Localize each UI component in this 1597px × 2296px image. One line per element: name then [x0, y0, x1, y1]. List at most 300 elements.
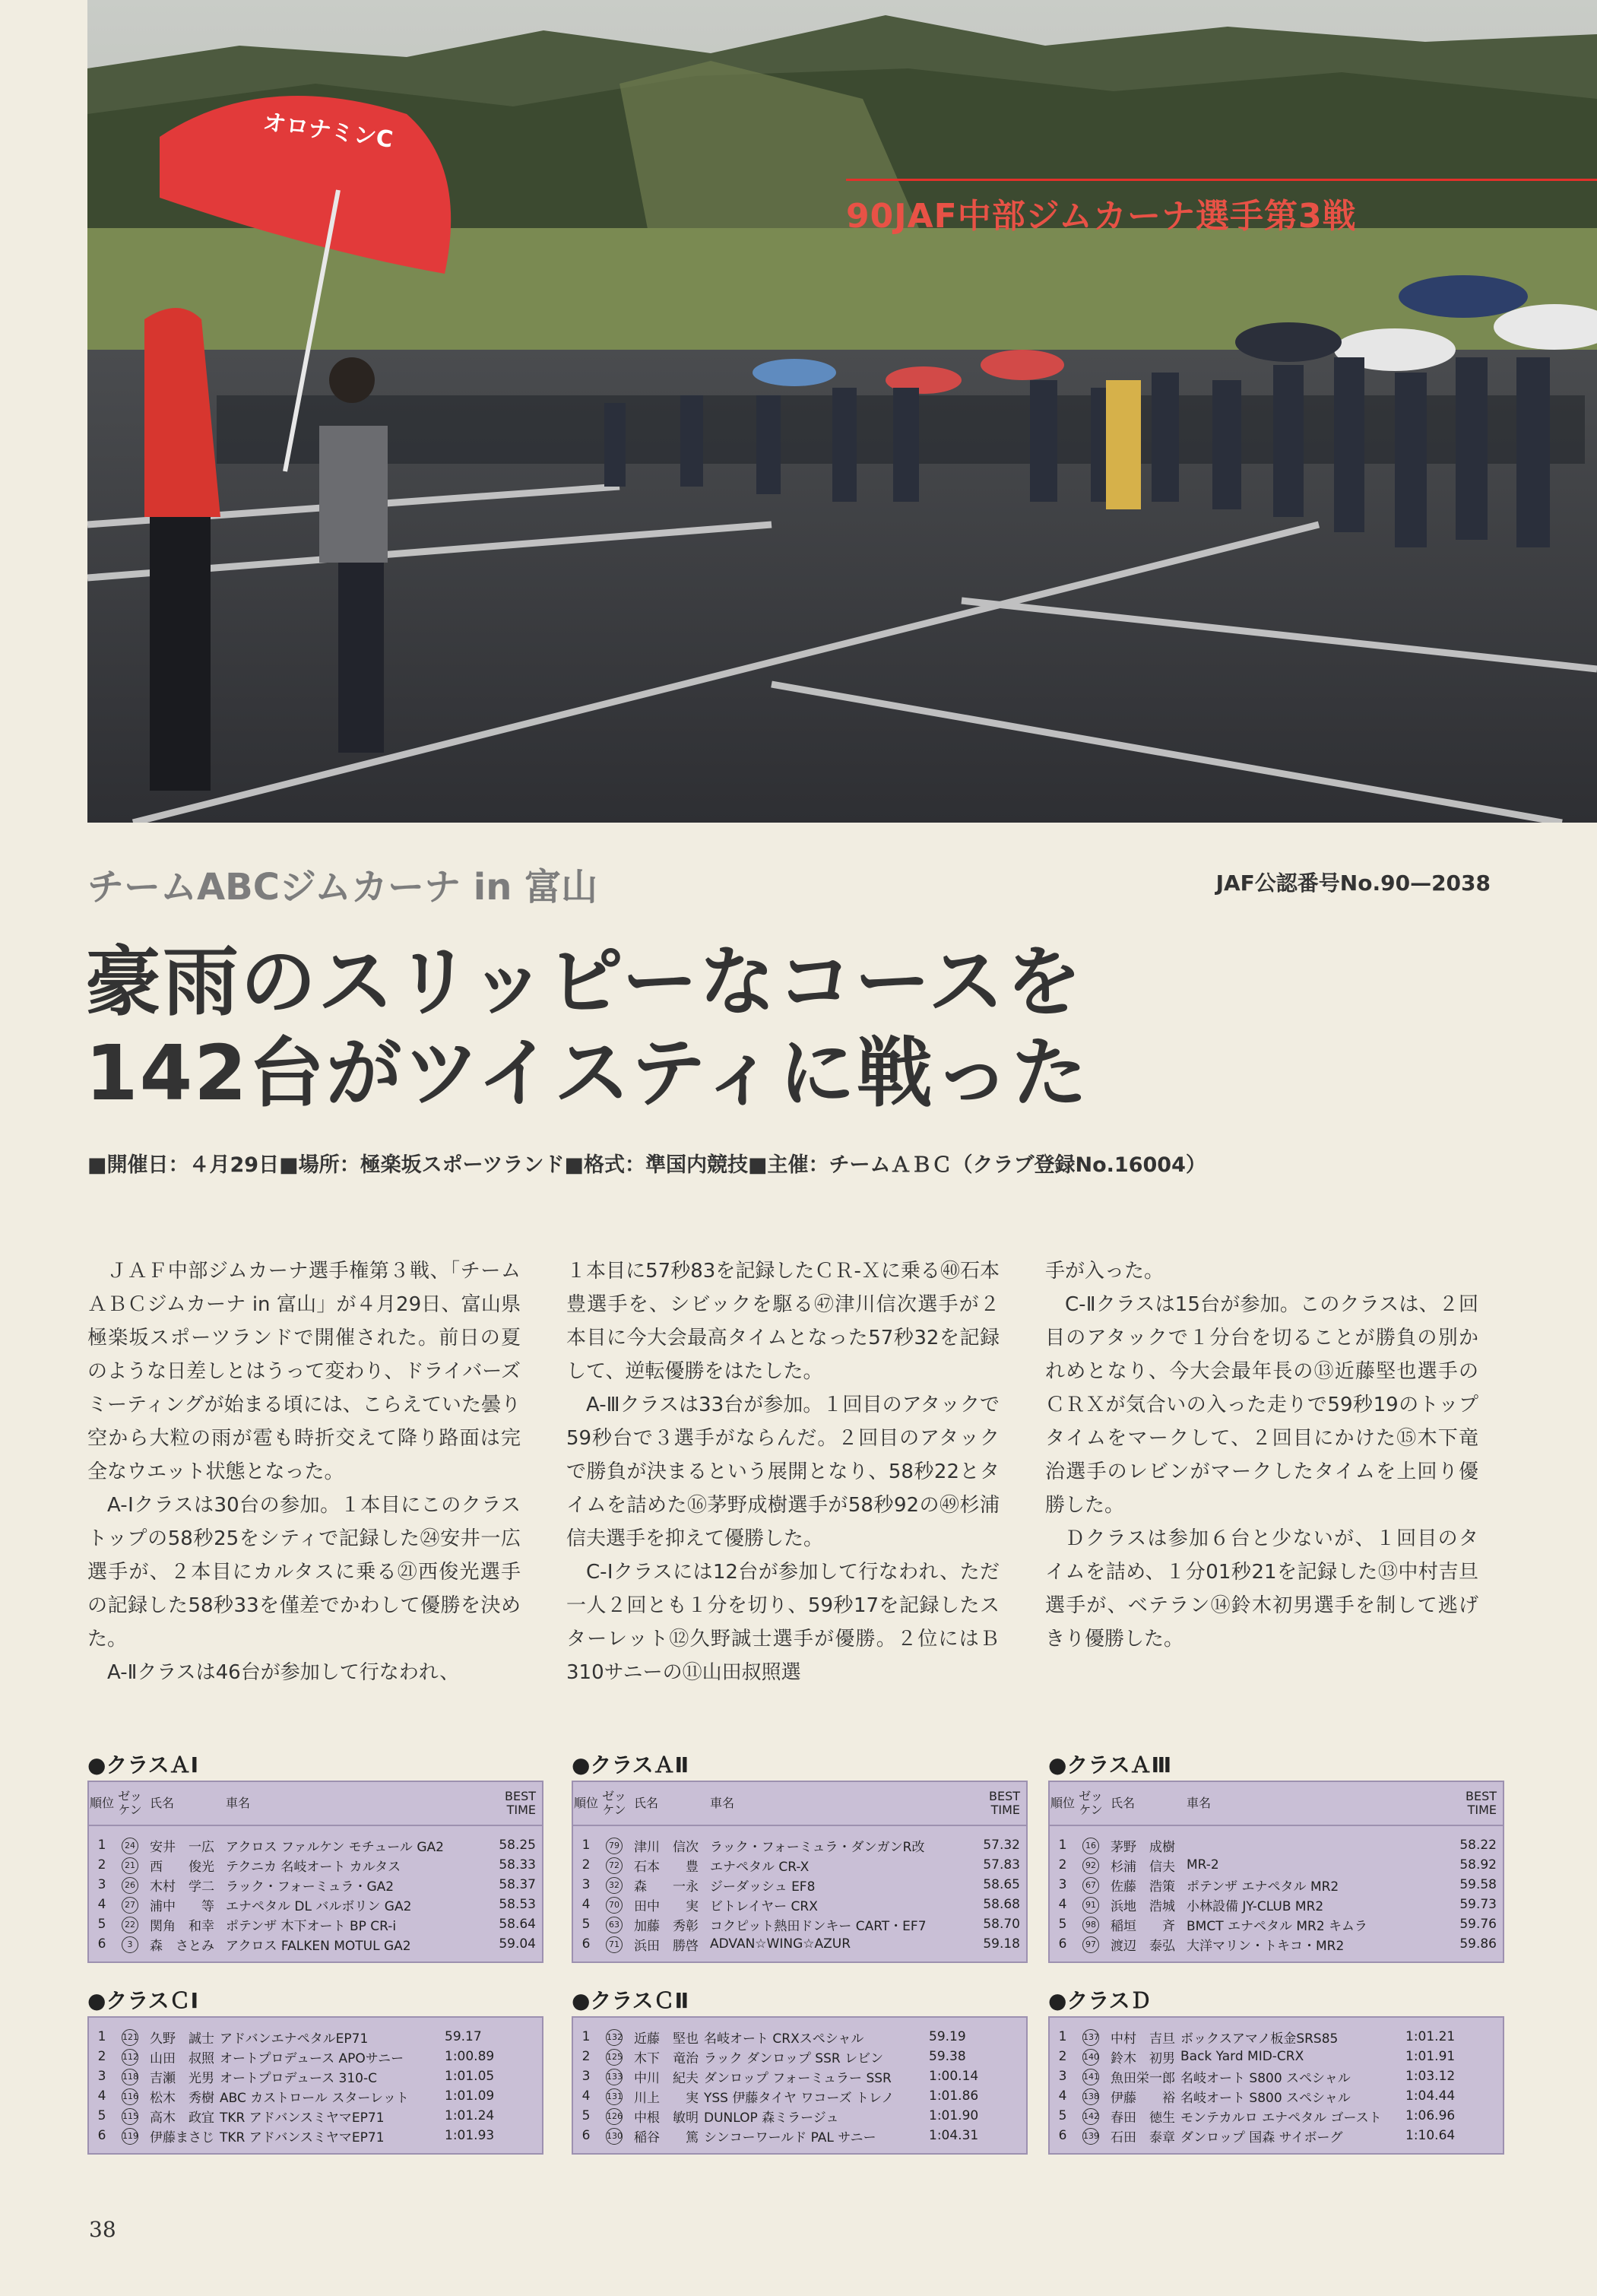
results-table-title: ●クラスＡⅠ — [87, 1752, 199, 1777]
car-name-cell: Back Yard MID-CRX — [1180, 2049, 1304, 2064]
driver-name-cell: 石本 豊 — [634, 1859, 699, 1875]
table-row — [573, 2027, 1026, 2047]
zekken-badge: 112 — [122, 2049, 138, 2066]
zekken-badge: 121 — [122, 2029, 138, 2046]
driver-name-cell: 吉瀬 光男 — [150, 2070, 214, 2086]
best-time-cell: 1:03.12 — [1405, 2069, 1456, 2084]
driver-name-cell: 田中 実 — [634, 1898, 699, 1914]
rank-cell: 5 — [581, 1917, 591, 1932]
zekken-badge: 91 — [1082, 1897, 1099, 1914]
zekken-badge: 3 — [122, 1936, 138, 1953]
rank-cell: 6 — [97, 1936, 106, 1952]
best-time-cell: 59.17 — [445, 2029, 482, 2044]
car-name-cell: ラック ダンロップ SSR レビン — [704, 2050, 884, 2066]
zekken-badge: 138 — [1082, 2088, 1099, 2105]
car-name-cell: DUNLOP 森ミラージュ — [704, 2110, 839, 2126]
rank-cell: 2 — [581, 1857, 591, 1873]
car-name-cell: ボックスアマノ板金SRS85 — [1180, 2031, 1339, 2047]
paragraph: A-Ⅱクラスは46台が参加して行なわれ、 — [107, 1661, 460, 1684]
zekken-badge: 26 — [122, 1877, 138, 1894]
rank-cell: 6 — [97, 2128, 106, 2143]
zekken-cell — [1076, 2048, 1106, 2066]
best-time-cell: 1:00.14 — [929, 2069, 979, 2084]
car-name-cell: TKR アドバンスミヤマEP71 — [220, 2130, 385, 2145]
zekken-cell — [1076, 1837, 1106, 1854]
results-table — [1048, 1781, 1504, 1963]
driver-name-cell: 浦中 等 — [150, 1898, 214, 1914]
column-header-rank: 順位 — [1050, 1796, 1075, 1810]
zekken-cell — [599, 2048, 629, 2066]
column-header-name: 氏名 — [150, 1796, 175, 1810]
best-time-cell: 59.76 — [1459, 1917, 1497, 1932]
car-name-cell: MR-2 — [1187, 1857, 1219, 1873]
rank-cell: 4 — [581, 1897, 591, 1912]
zekken-badge: 140 — [1082, 2049, 1099, 2066]
best-time-cell: 58.22 — [1459, 1838, 1497, 1853]
zekken-cell — [115, 1857, 145, 1874]
paragraph: C-Ⅰクラスには12台が参加して行なわれ、ただ一人２回とも１分を切り、59秒17を記録したスターレット⑫久野誠士選手が優勝。２位にはＢ310サニーの⑪山田叔照選 — [566, 1561, 1000, 1684]
zekken-cell — [1076, 1896, 1106, 1914]
table-row — [89, 1914, 542, 1934]
zekken-badge: 125 — [606, 2049, 623, 2066]
permit-number: JAF公認番号No.90—2038 — [1215, 871, 1491, 896]
best-time-cell: 58.64 — [499, 1917, 536, 1932]
car-name-cell: 小林設備 JY-CLUB MR2 — [1187, 1898, 1324, 1914]
results-table — [87, 2016, 543, 2155]
zekken-cell — [599, 2028, 629, 2046]
zekken-badge: 32 — [606, 1877, 623, 1894]
results-table-title: ●クラスＡⅢ — [1048, 1752, 1172, 1777]
column-header-car: 車名 — [710, 1797, 735, 1810]
car-name-cell: アクロス ファルケン モチュール GA2 — [226, 1839, 444, 1855]
rank-cell: 4 — [1058, 2088, 1067, 2104]
column-header-rank: 順位 — [89, 1796, 114, 1810]
table-row — [1050, 2106, 1503, 2126]
table-header-row — [1050, 1782, 1503, 1826]
car-name-cell: ダンロップ 国森 サイボーグ — [1180, 2130, 1343, 2145]
best-time-cell: 1:00.89 — [445, 2049, 495, 2064]
table-row — [89, 2066, 542, 2086]
zekken-badge: 118 — [122, 2069, 138, 2085]
zekken-cell — [1076, 2107, 1106, 2125]
driver-name-cell: 伊藤 裕 — [1111, 2090, 1175, 2106]
zekken-badge: 27 — [122, 1897, 138, 1914]
results-table-title: ●クラスＣⅡ — [572, 1988, 689, 2013]
best-time-cell: 1:06.96 — [1405, 2108, 1456, 2123]
zekken-cell — [599, 1936, 629, 1953]
driver-name-cell: 魚田栄一郎 — [1111, 2070, 1175, 2086]
table-row — [573, 2047, 1026, 2066]
table-row — [573, 1934, 1026, 1954]
table-row — [89, 2027, 542, 2047]
best-time-cell: 58.37 — [499, 1877, 536, 1892]
best-time-cell: 59.19 — [929, 2029, 966, 2044]
results-table — [572, 1781, 1028, 1963]
zekken-cell — [115, 2068, 145, 2085]
rainy-parking-lot-photo — [87, 0, 1597, 823]
table-row — [573, 2086, 1026, 2106]
car-name-cell: ポテンザ 木下オート BP CR-i — [226, 1918, 397, 1934]
table-row — [1050, 2126, 1503, 2145]
table-row — [89, 2047, 542, 2066]
driver-name-cell: 高木 政宜 — [150, 2110, 214, 2126]
car-name-cell: ビトレイヤー CRX — [710, 1898, 818, 1914]
zekken-cell — [115, 1876, 145, 1894]
driver-name-cell: 木下 竜治 — [634, 2050, 699, 2066]
zekken-badge: 130 — [606, 2128, 623, 2145]
best-time-cell: 1:01.24 — [445, 2108, 495, 2123]
column-header-name: 氏名 — [1111, 1796, 1136, 1810]
driver-name-cell: 久野 誠士 — [150, 2031, 214, 2047]
driver-name-cell: 木村 学二 — [150, 1879, 214, 1895]
results-table — [572, 2016, 1028, 2155]
column-header-zekken: ゼッケン — [118, 1789, 142, 1817]
table-row — [1050, 2086, 1503, 2106]
headline-line-1: 豪雨のスリッピーなコースを — [85, 937, 1083, 1026]
rank-cell: 3 — [97, 2069, 106, 2084]
best-time-cell: 58.70 — [983, 1917, 1020, 1932]
driver-name-cell: 石田 泰章 — [1111, 2130, 1175, 2145]
article-subtitle: チームABCジムカーナ in 富山 — [87, 866, 598, 909]
best-time-cell: 1:01.91 — [1405, 2049, 1456, 2064]
best-time-cell: 1:01.90 — [929, 2108, 979, 2123]
car-name-cell: 名岐オート S800 スペシャル — [1180, 2070, 1351, 2086]
best-time-cell: 59.58 — [1459, 1877, 1497, 1892]
zekken-cell — [115, 2107, 145, 2125]
rank-cell: 6 — [581, 2128, 591, 2143]
driver-name-cell: 森 一永 — [634, 1879, 699, 1895]
article-column-1 — [87, 1254, 521, 1689]
table-header-row — [89, 1782, 542, 1826]
zekken-badge: 137 — [1082, 2029, 1099, 2046]
table-row — [1050, 2066, 1503, 2086]
table-row — [89, 1895, 542, 1914]
car-name-cell: エナペタル DL バルボリン GA2 — [226, 1898, 412, 1914]
rank-cell: 2 — [97, 2049, 106, 2064]
zekken-cell — [599, 2127, 629, 2145]
driver-name-cell: 加藤 秀彰 — [634, 1918, 699, 1934]
zekken-cell — [599, 1896, 629, 1914]
zekken-cell — [1076, 1936, 1106, 1953]
column-header-car: 車名 — [226, 1797, 251, 1810]
zekken-badge: 119 — [122, 2128, 138, 2145]
rank-cell: 4 — [97, 1897, 106, 1912]
rank-cell: 6 — [581, 1936, 591, 1952]
driver-name-cell: 中根 敏明 — [634, 2110, 699, 2126]
best-time-cell: 58.25 — [499, 1838, 536, 1853]
rank-cell: 1 — [581, 1838, 591, 1853]
car-name-cell: BMCT エナペタル MR2 キムラ — [1187, 1918, 1367, 1934]
driver-name-cell: 渡辺 泰弘 — [1111, 1938, 1175, 1954]
car-name-cell: TKR アドバンスミヤマEP71 — [220, 2110, 385, 2126]
paragraph: A-Ⅲクラスは33台が参加。１回目のアタックで59秒台で３選手がならんだ。２回目のアタックで勝負が決まるという展開となり、58秒22とタイムを詰めた⑯茅野成樹選手が58秒92の㊾杉浦信夫選手を抑えて優勝した。 — [566, 1394, 1000, 1550]
paragraph: １本目に57秒83を記録したＣＲ-Ｘに乗る㊵石本豊選手を、シビックを駆る㊼津川信次選手が２本目に今大会最高タイムとなった57秒32を記録して、逆転優勝をはたした。 — [566, 1260, 1000, 1383]
rank-cell: 1 — [97, 1838, 106, 1853]
rank-cell: 4 — [97, 2088, 106, 2104]
umbrella-text: オロナミンC — [261, 109, 395, 154]
best-time-cell: 59.38 — [929, 2049, 966, 2064]
rank-cell: 3 — [581, 2069, 591, 2084]
results-table — [87, 1781, 543, 1963]
car-name-cell: コクピット熱田ドンキー CART・EF7 — [710, 1918, 927, 1934]
zekken-badge: 126 — [606, 2108, 623, 2125]
driver-name-cell: 津川 信次 — [634, 1839, 699, 1855]
best-time-cell: 1:04.44 — [1405, 2088, 1456, 2104]
table-row — [89, 1855, 542, 1875]
table-row — [573, 2126, 1026, 2145]
column-header-car: 車名 — [1187, 1797, 1212, 1810]
zekken-cell — [1076, 2088, 1106, 2105]
zekken-badge: 92 — [1082, 1857, 1099, 1874]
car-name-cell: 名岐オート S800 スペシャル — [1180, 2090, 1351, 2106]
car-name-cell: オートプロデュース APOサニー — [220, 2050, 404, 2066]
rank-cell: 5 — [97, 1917, 106, 1932]
driver-name-cell: 近藤 堅也 — [634, 2031, 699, 2047]
best-time-cell: 1:01.05 — [445, 2069, 495, 2084]
zekken-cell — [1076, 1876, 1106, 1894]
driver-name-cell: 森 さとみ — [150, 1938, 214, 1954]
best-time-cell: 59.86 — [1459, 1936, 1497, 1952]
zekken-cell — [115, 1936, 145, 1953]
best-time-cell: 1:04.31 — [929, 2128, 979, 2143]
driver-name-cell: 中川 紀夫 — [634, 2070, 699, 2086]
car-name-cell: モンテカルロ エナペタル ゴースト — [1180, 2110, 1382, 2126]
rank-cell: 1 — [1058, 1838, 1067, 1853]
zekken-badge: 133 — [606, 2069, 623, 2085]
driver-name-cell: 中村 吉旦 — [1111, 2031, 1175, 2047]
zekken-badge: 67 — [1082, 1877, 1099, 1894]
zekken-cell — [599, 1837, 629, 1854]
column-header-zekken: ゼッケン — [602, 1789, 626, 1817]
rank-cell: 2 — [1058, 2049, 1067, 2064]
results-table-title: ●クラスＡⅡ — [572, 1752, 689, 1777]
zekken-badge: 70 — [606, 1897, 623, 1914]
rank-cell: 1 — [97, 2029, 106, 2044]
rank-cell: 3 — [1058, 2069, 1067, 2084]
column-header-time: BEST TIME — [1465, 1789, 1497, 1817]
table-row — [89, 2106, 542, 2126]
car-name-cell: ラック・フォーミュラ・ダンガンR改 — [710, 1839, 925, 1855]
results-table-title: ●クラスＤ — [1048, 1988, 1152, 2013]
column-header-name: 氏名 — [634, 1796, 659, 1810]
rank-cell: 1 — [1058, 2029, 1067, 2044]
paragraph: ＪＡＦ中部ジムカーナ選手権第３戦、「チームＡＢＣジムカーナ in 富山」が４月29日、富山県極楽坂スポーツランドで開催された。前日の夏のような日差しとはうって変わり、ドライバーズミーティングが始まる頃には、こらえていた曇り空から大粒の雨が雹も時折交えて降り路面は完全なウエット状態となった。 — [87, 1260, 521, 1483]
car-name-cell: アドバンエナペタルEP71 — [220, 2031, 369, 2047]
zekken-badge: 71 — [606, 1936, 623, 1953]
rank-cell: 6 — [1058, 1936, 1067, 1952]
driver-name-cell: 伊藤まさじ — [150, 2130, 214, 2145]
rank-cell: 2 — [97, 1857, 106, 1873]
car-name-cell: YSS 伊藤タイヤ ワコーズ トレノ — [704, 2090, 895, 2106]
driver-name-cell: 西 俊光 — [150, 1859, 214, 1875]
zekken-cell — [599, 2107, 629, 2125]
zekken-cell — [1076, 2028, 1106, 2046]
zekken-cell — [1076, 1857, 1106, 1874]
table-row — [1050, 1855, 1503, 1875]
rank-cell: 5 — [1058, 2108, 1067, 2123]
driver-name-cell: 松木 秀樹 — [150, 2090, 214, 2106]
rank-cell: 4 — [1058, 1897, 1067, 1912]
zekken-badge: 24 — [122, 1838, 138, 1854]
zekken-badge: 98 — [1082, 1917, 1099, 1933]
rank-cell: 3 — [97, 1877, 106, 1892]
car-name-cell: ABC カストロール スターレット — [220, 2090, 409, 2106]
table-row — [573, 2066, 1026, 2086]
zekken-cell — [599, 1916, 629, 1933]
car-name-cell: 名岐オート CRXスペシャル — [704, 2031, 864, 2047]
zekken-badge: 21 — [122, 1857, 138, 1874]
driver-name-cell: 茅野 成樹 — [1111, 1839, 1175, 1855]
driver-name-cell: 山田 叔照 — [150, 2050, 214, 2066]
car-name-cell: ADVAN☆WING☆AZUR — [710, 1936, 851, 1952]
best-time-cell: 58.53 — [499, 1897, 536, 1912]
zekken-badge: 79 — [606, 1838, 623, 1854]
rank-cell: 1 — [581, 2029, 591, 2044]
zekken-cell — [115, 2127, 145, 2145]
rank-cell: 2 — [581, 2049, 591, 2064]
table-row — [1050, 2047, 1503, 2066]
best-time-cell: 1:01.86 — [929, 2088, 979, 2104]
zekken-cell — [115, 2048, 145, 2066]
driver-name-cell: 杉浦 信夫 — [1111, 1859, 1175, 1875]
page-number: 38 — [89, 2217, 116, 2242]
table-row — [89, 2086, 542, 2106]
zekken-cell — [115, 1916, 145, 1933]
zekken-cell — [1076, 2127, 1106, 2145]
table-row — [1050, 2027, 1503, 2047]
driver-name-cell: 春田 徳生 — [1111, 2110, 1175, 2126]
zekken-badge: 16 — [1082, 1838, 1099, 1854]
zekken-badge: 116 — [122, 2088, 138, 2105]
table-row — [1050, 1934, 1503, 1954]
table-row — [89, 1835, 542, 1855]
zekken-badge: 115 — [122, 2108, 138, 2125]
rank-cell: 4 — [581, 2088, 591, 2104]
rank-cell: 2 — [1058, 1857, 1067, 1873]
column-header-zekken: ゼッケン — [1079, 1789, 1103, 1817]
zekken-cell — [115, 1837, 145, 1854]
table-row — [89, 2126, 542, 2145]
best-time-cell: 59.18 — [983, 1936, 1020, 1952]
car-name-cell: シンコーワールド PAL サニー — [704, 2130, 876, 2145]
rank-cell: 3 — [581, 1877, 591, 1892]
paragraph: Ｄクラスは参加６台と少ないが、１回目のタイムを詰め、１分01秒21を記録した⑬中村吉旦選手が、ベテラン⑭鈴木初男選手を制して逃げきり優勝した。 — [1045, 1527, 1478, 1651]
car-name-cell: 大洋マリン・トキコ・MR2 — [1187, 1938, 1345, 1954]
paragraph: C-Ⅱクラスは15台が参加。このクラスは、２回目のアタックで１分台を切ることが勝負の別かれめとなり、今大会最年長の⑬近藤堅也選手のＣＲＸが気合いの入った走りで59秒19のトップタイムをマークして、２回目にかけた⑮木下竜治選手のレビンがマークしたタイムを上回り優勝した。 — [1045, 1293, 1478, 1517]
zekken-cell — [1076, 2068, 1106, 2085]
table-row — [89, 1875, 542, 1895]
car-name-cell: ラック・フォーミュラ・GA2 — [226, 1879, 394, 1895]
event-meta: ■開催日：４月29日■場所：極楽坂スポーツランド■格式：準国内競技■主催：チームＡＢＣ（クラブ登録No.16004） — [87, 1153, 1206, 1177]
driver-name-cell: 佐藤 浩策 — [1111, 1879, 1175, 1895]
driver-name-cell: 関角 和幸 — [150, 1918, 214, 1934]
zekken-cell — [1076, 1916, 1106, 1933]
zekken-badge: 97 — [1082, 1936, 1099, 1953]
table-row — [1050, 1835, 1503, 1855]
results-table-title: ●クラスＣⅠ — [87, 1988, 199, 2013]
paragraph: 手が入った。 — [1045, 1260, 1164, 1283]
headline — [85, 937, 1089, 1119]
results-table — [1048, 2016, 1504, 2155]
driver-name-cell: 浜田 勝啓 — [634, 1938, 699, 1954]
rank-cell: 5 — [97, 2108, 106, 2123]
table-row — [1050, 1875, 1503, 1895]
article-column-3 — [1045, 1254, 1478, 1656]
zekken-cell — [115, 2028, 145, 2046]
zekken-badge: 63 — [606, 1917, 623, 1933]
car-name-cell: アクロス FALKEN MOTUL GA2 — [226, 1938, 411, 1954]
driver-name-cell: 稲垣 斉 — [1111, 1918, 1175, 1934]
best-time-cell: 1:01.93 — [445, 2128, 495, 2143]
photo-caption — [846, 179, 1597, 237]
car-name-cell: ジーダッシュ EF8 — [710, 1879, 816, 1895]
driver-name-cell: 稲谷 篤 — [634, 2130, 699, 2145]
rank-cell: 5 — [1058, 1917, 1067, 1932]
zekken-badge: 142 — [1082, 2108, 1099, 2125]
rank-cell: 6 — [1058, 2128, 1067, 2143]
zekken-badge: 139 — [1082, 2128, 1099, 2145]
article-column-2 — [566, 1254, 1000, 1689]
driver-name-cell: 安井 一広 — [150, 1839, 214, 1855]
zekken-badge: 141 — [1082, 2069, 1099, 2085]
best-time-cell: 1:01.21 — [1405, 2029, 1456, 2044]
best-time-cell: 59.73 — [1459, 1897, 1497, 1912]
column-header-time: BEST TIME — [504, 1789, 536, 1817]
car-name-cell: ポテンザ エナペタル MR2 — [1187, 1879, 1339, 1895]
table-row — [573, 1895, 1026, 1914]
event-photo — [87, 0, 1597, 823]
zekken-badge: 72 — [606, 1857, 623, 1874]
best-time-cell: 57.32 — [983, 1838, 1020, 1853]
car-name-cell: テクニカ 名岐オート カルタス — [226, 1859, 401, 1875]
zekken-cell — [599, 1857, 629, 1874]
best-time-cell: 1:10.64 — [1405, 2128, 1456, 2143]
zekken-badge: 131 — [606, 2088, 623, 2105]
zekken-badge: 132 — [606, 2029, 623, 2046]
zekken-cell — [115, 1896, 145, 1914]
table-row — [573, 1914, 1026, 1934]
zekken-cell — [599, 1876, 629, 1894]
photo-caption-text: 90JAF中部ジムカーナ選手第3戦 — [846, 197, 1357, 236]
table-row — [573, 2106, 1026, 2126]
best-time-cell: 58.92 — [1459, 1857, 1497, 1873]
table-row — [573, 1835, 1026, 1855]
zekken-badge: 22 — [122, 1917, 138, 1933]
driver-name-cell: 川上 実 — [634, 2090, 699, 2106]
best-time-cell: 58.33 — [499, 1857, 536, 1873]
zekken-cell — [599, 2068, 629, 2085]
table-row — [1050, 1895, 1503, 1914]
table-row — [573, 1875, 1026, 1895]
table-row — [89, 1934, 542, 1954]
table-header-row — [573, 1782, 1026, 1826]
best-time-cell: 58.68 — [983, 1897, 1020, 1912]
column-header-rank: 順位 — [573, 1796, 598, 1810]
best-time-cell: 58.65 — [983, 1877, 1020, 1892]
driver-name-cell: 鈴木 初男 — [1111, 2050, 1175, 2066]
headline-line-2: 142台がツイスティに戦った — [85, 1029, 1089, 1118]
rank-cell: 5 — [581, 2108, 591, 2123]
table-row — [573, 1855, 1026, 1875]
table-row — [1050, 1914, 1503, 1934]
car-name-cell: エナペタル CR-X — [710, 1859, 810, 1875]
paragraph: A-Ⅰクラスは30台の参加。１本目にこのクラストップの58秒25をシティで記録した㉔安井一広選手が、２本目にカルタスに乗る㉑西俊光選手の記録した58秒33を僅差でかわして優勝を決めた。 — [87, 1494, 521, 1651]
column-header-time: BEST TIME — [988, 1789, 1020, 1817]
best-time-cell: 59.04 — [499, 1936, 536, 1952]
rank-cell: 3 — [1058, 1877, 1067, 1892]
car-name-cell: オートプロデュース 310-C — [220, 2070, 377, 2086]
zekken-cell — [115, 2088, 145, 2105]
